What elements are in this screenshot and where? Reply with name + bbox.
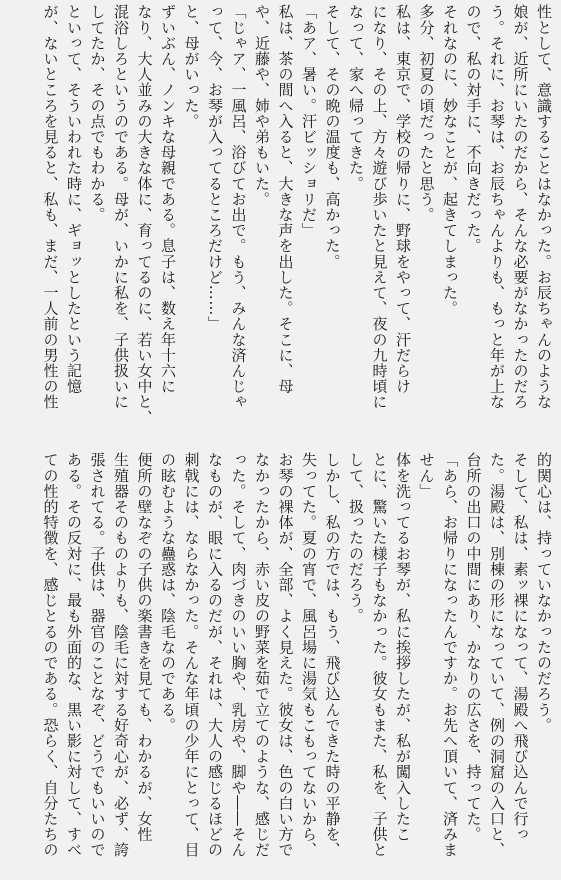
text-column: が、ないところを見ると、私も、まだ、一人前の男性の性	[41, 4, 60, 410]
text-column: 「じゃア、一風呂、浴びてお出で。もう、みんな済んじゃ	[229, 4, 248, 410]
text-column: って、今、お琴が入ってるところだけど……」	[206, 4, 224, 332]
text-column: して、扱ったのだろう。	[347, 452, 365, 624]
text-column: ずいぶん、ノンキな母親である。息子は、数え年十六に	[159, 4, 177, 394]
text-column: なものが、眼に入るのだが、それは、大人の感じるほどの	[206, 452, 224, 858]
text-column: 私は、茶の間へ入ると、大きな声を出した。そこに、母	[276, 4, 295, 394]
text-column: しかし、私の方では、もう、飛び込んできた時の平静を、	[323, 452, 342, 858]
text-column: 体を洗ってるお琴が、私に挨拶したが、私が闖入したこ	[394, 452, 412, 842]
text-column: う。それに、お琴は、お辰ちゃんよりも、もっと年が上な	[488, 4, 506, 410]
text-column: 的関心は、持っていなかったのだろう。	[535, 452, 553, 733]
text-column: や、近藤や、姉や弟もいた。	[253, 4, 271, 207]
text-column: 性として、意識することはなかった。お辰ちゃんのような	[535, 4, 553, 410]
text-column: 「あら、お帰りになったんですか。お先へ頂いて、済みま	[441, 452, 459, 858]
top-text-block	[38, 4, 555, 432]
text-column: 張されてる。子供は、器官のことなぞ、どうでもいいので	[88, 452, 107, 858]
text-column: 私は、東京で、学校の帰りに、野球をやって、汗だらけ	[394, 4, 412, 394]
text-column: 失ってた。夏の宵で、風呂場に湯気もこもってないから、	[300, 452, 318, 858]
text-column: ある。その反対に、最も外面的な、黒い影に対して、すべ	[65, 452, 83, 858]
text-column: ので、私の対手に、不向きだった。	[464, 4, 483, 254]
text-column: 混浴しろというのである。母が、いかに私を、子供扱いに	[112, 4, 130, 410]
text-column: になり、その上、方々遊び歩いたと見えて、夜の九時頃に	[370, 4, 389, 410]
text-column: してたか、その点でもわかる。	[88, 4, 107, 223]
text-column: 生殖器そのものよりも、陰毛に対する好奇心が、必ず、誇	[112, 452, 130, 858]
text-column: それなのに、妙なことが、起きてしまった。	[441, 4, 459, 316]
text-column: そして、その晩の温度も、高かった。	[323, 4, 342, 270]
text-column: と、母がいった。	[182, 4, 201, 129]
text-column: そして、私は、素ッ裸になって、湯殿へ飛び込んで行っ	[511, 452, 530, 842]
bottom-text-block	[38, 452, 555, 876]
text-column: なり、大人並みの大きな体に、育ってるのに、若い女中と、	[135, 4, 154, 426]
text-column: の眩むような蠱惑は、陰毛なのである。	[159, 452, 177, 733]
text-column: 台所の出口の中間にあり、かなりの広さを、持ってた。	[464, 452, 483, 842]
text-column: といって、そういわれた時に、ギョッとしたという記憶	[65, 4, 83, 394]
text-column: お琴の裸体が、全部、よく見えた。彼女は、色の白い方で	[276, 452, 295, 858]
text-column: 多分、初夏の頃だったと思う。	[417, 4, 436, 223]
text-column: 刺戟には、ならなかった。そんな年頃の少年にとって、目	[182, 452, 201, 858]
text-column: た。湯殿は、別棟の形になっていて、例の洞窟の入口と、	[488, 452, 506, 858]
text-column: 「あア、暑い。汗ビッショリだ」	[300, 4, 318, 238]
text-column: 娘が、近所にいたのだから、そんな必要がなかったのだろ	[511, 4, 530, 410]
text-column: 便所の壁なぞの子供の楽書きを見ても、わかるが、女性	[135, 452, 154, 842]
text-column: なって、家へ帰ってきた。	[347, 4, 365, 192]
text-column: った。そして、肉づきのいい胸や、乳房や、脚や――そん	[229, 452, 248, 858]
text-column: とに、驚いた様子もなかった。彼女もまた、私を、子供と	[370, 452, 389, 858]
text-column: ての性的特徴を、感じとるのである。恐らく、自分たちの	[41, 452, 60, 858]
text-column: なかったから、赤い皮の野菜を茹で立てのような、感じだ	[253, 452, 271, 858]
text-column: せん」	[417, 452, 436, 499]
